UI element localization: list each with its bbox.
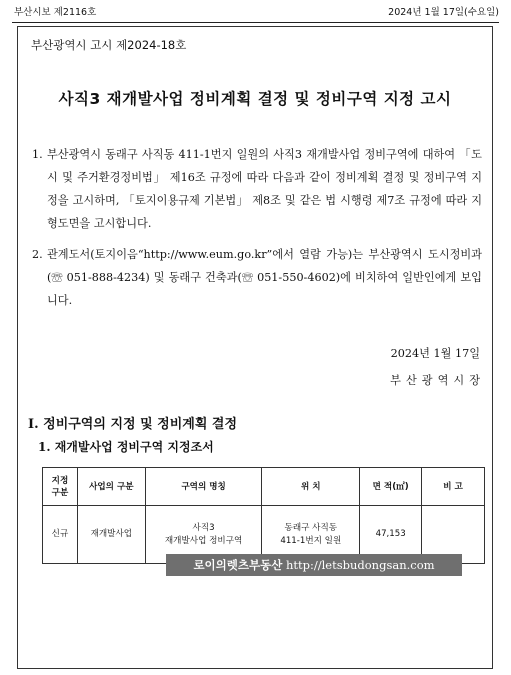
watermark-banner — [166, 554, 462, 576]
col-header: 위 치 — [262, 468, 360, 506]
designation-table — [42, 467, 485, 564]
table-cell: 47,153 — [360, 506, 422, 564]
table-cell: 재개발사업 — [77, 506, 145, 564]
col-header: 면 적(㎡) — [360, 468, 422, 506]
paragraph-number: 2. — [32, 248, 43, 261]
section-subheading: 1. 재개발사업 정비구역 지정조서 — [38, 440, 214, 454]
table-cell: 동래구 사직동 411-1번지 일원 — [262, 506, 360, 564]
signature-org: 부산광역시장 — [390, 374, 485, 387]
col-header: 구역의 명칭 — [145, 468, 262, 506]
issue-date: 2024년 1월 17일(수요일) — [388, 7, 499, 18]
col-header: 비 고 — [422, 468, 485, 506]
paragraph-2 — [32, 243, 482, 312]
paragraph-text: 부산광역시 동래구 사직동 411-1번지 일원의 사직3 재개발사업 정비구역에 대하여 「도시 및 주거환경정비법」 제16조 규정에 따라 다음과 같이 정비계획 결정 및 정비구역 지정을 고시하며, 「토지이용규제 기본법」 제8조 및 같은 법 시행령 제7조 규정에 따라 지형도면을 고시합니다. — [47, 148, 482, 230]
watermark-url: http://letsbudongsan.com — [285, 558, 435, 572]
paragraph-text: 관계도서(토지이음“http://www.eum.go.kr”에서 열람 가능)는 부산광역시 도시정비과(☏ 051-888-4234) 및 동래구 건축과(☏ 051-550-4602)에 비치하여 일반인에게 보입니다. — [47, 248, 482, 307]
table-cell: 신규 — [43, 506, 78, 564]
signature-date: 2024년 1월 17일 — [390, 347, 480, 360]
col-header: 지정 구분 — [43, 468, 78, 506]
paragraph-1 — [32, 143, 482, 235]
signature-block — [280, 340, 485, 394]
col-header: 사업의 구분 — [77, 468, 145, 506]
page-header — [12, 6, 499, 23]
notice-title: 사직3 재개발사업 정비계획 결정 및 정비구역 지정 고시 — [58, 90, 452, 108]
bulletin-number: 부산시보 제2116호 — [14, 7, 97, 18]
paragraph-number: 1. — [32, 148, 43, 161]
section-heading: I. 정비구역의 지정 및 정비계획 결정 — [28, 417, 238, 432]
table-header-row — [43, 468, 485, 506]
table-cell: 사직3 재개발사업 정비구역 — [145, 506, 262, 564]
notice-number: 부산광역시 고시 제2024-18호 — [31, 38, 187, 52]
watermark-brand: 로이의렛츠부동산 — [193, 558, 283, 572]
